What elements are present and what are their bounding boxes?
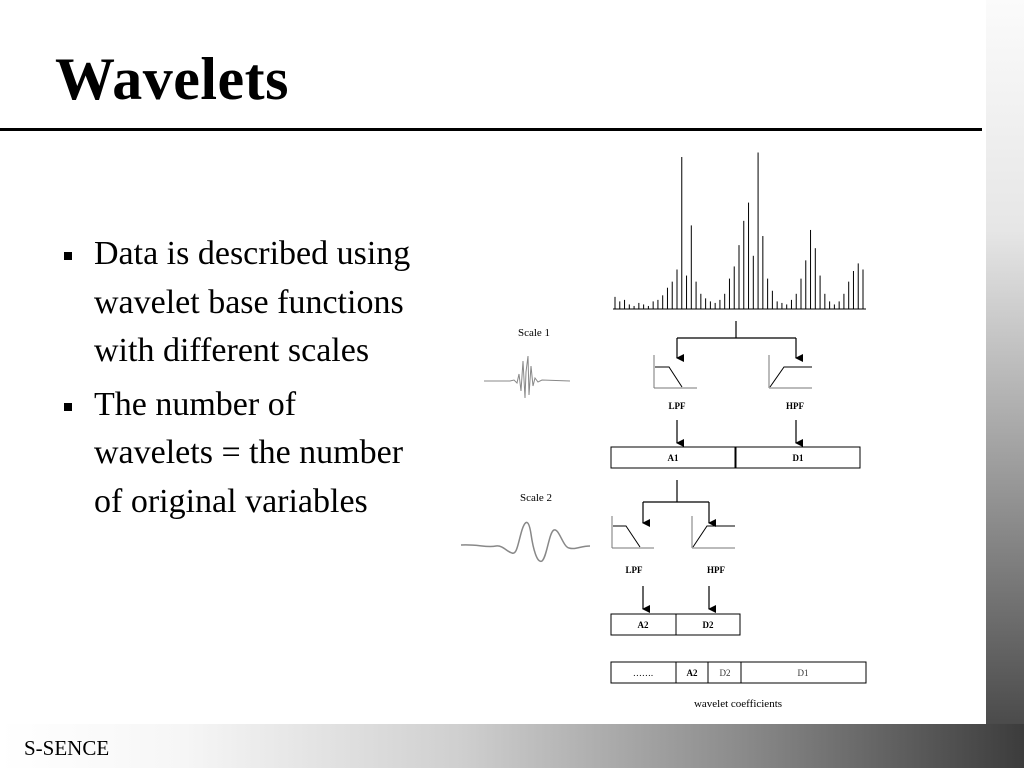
d1-label: D1 [792, 453, 804, 463]
level1-splitter [677, 321, 796, 358]
slide-title: Wavelets [55, 46, 289, 112]
coeff-cell-d2: D2 [719, 668, 731, 678]
level1-lpf-label: LPF [668, 401, 686, 411]
coeff-cell-ellipsis: ……. [632, 668, 654, 678]
footer-label: S-SENCE [24, 736, 110, 760]
a1-label: A1 [667, 453, 679, 463]
scale1-label: Scale 1 [517, 327, 551, 339]
scale2-label: Scale 2 [519, 492, 553, 504]
hpf-icon [692, 516, 735, 548]
level2-hpf-label: HPF [707, 565, 725, 575]
coefficients-caption: wavelet coefficients [693, 698, 783, 710]
hpf-icon [769, 355, 812, 388]
level2-lpf-label: LPF [625, 565, 643, 575]
bullet-text: Data is described using wavelet base functions with different scales [94, 235, 411, 369]
d2-label: D2 [702, 620, 714, 630]
coeff-cell-a2: A2 [686, 668, 698, 678]
a2-label: A2 [637, 620, 649, 630]
scale1-wavelet-curve [484, 356, 570, 398]
input-spectrum [613, 152, 866, 309]
level2-splitter [643, 480, 709, 523]
lpf-icon [612, 516, 654, 548]
wavelet-coefficients-row [611, 662, 866, 683]
coeff-cell-d1: D1 [797, 668, 809, 678]
lpf-icon [654, 355, 697, 388]
scale2-wavelet-curve [461, 522, 590, 561]
bullet-text: The number of wavelets = the number of original variables [94, 385, 404, 520]
level1-hpf-label: HPF [786, 401, 804, 411]
